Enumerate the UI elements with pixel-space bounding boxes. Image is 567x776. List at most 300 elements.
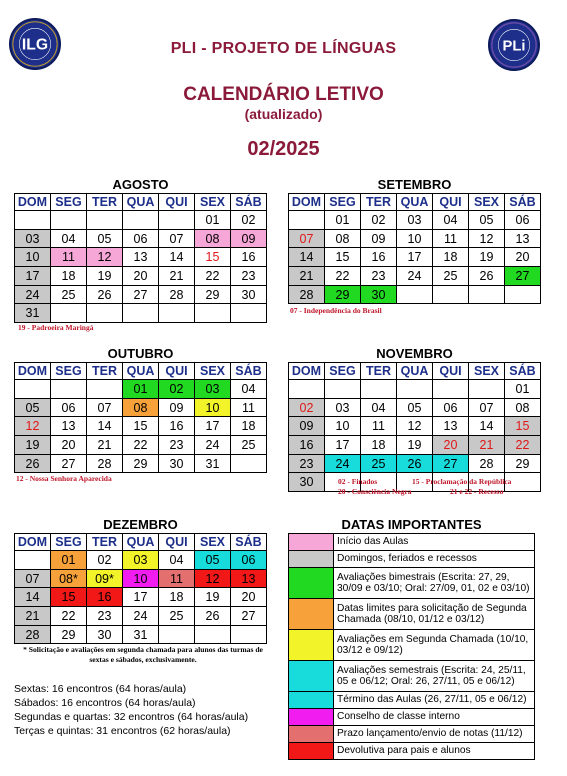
day-cell: 22 (505, 436, 541, 455)
day-cell: 20 (433, 436, 469, 455)
important-dates (288, 517, 535, 760)
day-cell: 26 (15, 454, 51, 473)
day-cell: 25 (361, 454, 397, 473)
day-cell (361, 380, 397, 399)
day-cell: 28 (159, 285, 195, 304)
month-name: SETEMBRO (377, 177, 452, 192)
day-cell: 11 (361, 417, 397, 436)
day-cell: 12 (87, 248, 123, 267)
legend-item (289, 534, 535, 551)
note-novembro-1: 02 - Finados (338, 477, 378, 486)
legend-swatch (289, 709, 334, 726)
legend-swatch (289, 661, 334, 692)
day-cell: 24 (123, 607, 159, 626)
note-novembro-4: 21 e 22 - Recesso (450, 487, 504, 496)
day-cell: 21 (15, 607, 51, 626)
week-row (15, 551, 267, 570)
day-cell: 21 (87, 436, 123, 455)
day-cell: 30 (361, 285, 397, 304)
day-cell: 10 (15, 248, 51, 267)
day-cell: 21 (159, 267, 195, 286)
day-cell: 18 (159, 588, 195, 607)
day-cell (51, 380, 87, 399)
day-cell (325, 380, 361, 399)
week-row (289, 436, 541, 455)
day-cell: 06 (505, 211, 541, 230)
day-cell: 14 (15, 588, 51, 607)
note-agosto: 19 - Padroeira Maringá (18, 323, 94, 332)
day-cell: 24 (15, 285, 51, 304)
legend-item (289, 599, 535, 630)
day-cell: 09* (87, 569, 123, 588)
day-cell: 13 (51, 417, 87, 436)
empty-cell (231, 454, 267, 473)
week-row (15, 304, 267, 323)
day-cell: 10 (195, 398, 231, 417)
day-cell: 08 (325, 229, 361, 248)
day-cell: 18 (433, 248, 469, 267)
note-novembro-3: 20 - Consciência Negra (338, 487, 412, 496)
weekday-header: SÁB (505, 363, 541, 380)
week-row (289, 398, 541, 417)
day-cell: 05 (195, 551, 231, 570)
day-cell: 24 (195, 436, 231, 455)
calendar-table (288, 193, 541, 304)
day-cell: 17 (325, 436, 361, 455)
weekday-header: SEG (325, 363, 361, 380)
day-cell: 07 (469, 398, 505, 417)
day-cell: 07 (289, 229, 325, 248)
day-cell: 26 (195, 607, 231, 626)
day-cell: 18 (51, 267, 87, 286)
day-cell: 16 (361, 248, 397, 267)
empty-cell (159, 625, 195, 644)
day-cell: 15 (325, 248, 361, 267)
empty-cell (397, 285, 433, 304)
page-title: PLI - PROJETO DE LÍNGUAS (170, 40, 397, 57)
day-cell: 19 (15, 436, 51, 455)
day-cell: 12 (15, 417, 51, 436)
day-cell: 27 (123, 285, 159, 304)
legend-item (289, 630, 535, 661)
calendar-table (14, 533, 267, 644)
empty-cell (231, 304, 267, 323)
day-cell: 25 (433, 267, 469, 286)
day-cell: 29 (123, 454, 159, 473)
week-row (15, 417, 267, 436)
day-cell: 27 (231, 607, 267, 626)
day-cell: 06 (231, 551, 267, 570)
legend-swatch (289, 743, 334, 760)
month-agosto (14, 177, 267, 323)
week-row (289, 454, 541, 473)
day-cell: 08 (195, 229, 231, 248)
legend-swatch (289, 551, 334, 568)
day-cell: 24 (397, 267, 433, 286)
day-cell: 03 (123, 551, 159, 570)
weekday-header: SEG (51, 194, 87, 211)
day-cell: 10 (325, 417, 361, 436)
empty-cell (469, 285, 505, 304)
day-cell: 09 (231, 229, 267, 248)
weekday-header: SEG (51, 534, 87, 551)
legend-item (289, 661, 535, 692)
day-cell: 14 (289, 248, 325, 267)
day-cell: 05 (397, 398, 433, 417)
day-cell (15, 551, 51, 570)
empty-cell (123, 304, 159, 323)
day-cell: 14 (469, 417, 505, 436)
day-cell: 15 (123, 417, 159, 436)
weekday-header: SEX (195, 194, 231, 211)
week-row (15, 625, 267, 644)
day-cell: 23 (361, 267, 397, 286)
day-cell: 20 (505, 248, 541, 267)
note-setembro: 07 - Independência do Brasil (290, 306, 382, 315)
day-cell: 06 (51, 398, 87, 417)
week-row (15, 436, 267, 455)
day-cell: 11 (159, 569, 195, 588)
day-cell (289, 380, 325, 399)
day-cell (15, 211, 51, 230)
important-dates-title: DATAS IMPORTANTES (341, 517, 482, 532)
legend-item (289, 709, 535, 726)
month-dezembro (14, 517, 267, 644)
calendar-table (14, 193, 267, 323)
day-cell: 20 (51, 436, 87, 455)
week-row (289, 248, 541, 267)
day-cell: 05 (469, 211, 505, 230)
week-row (289, 417, 541, 436)
day-cell: 25 (51, 285, 87, 304)
weekday-header: QUI (159, 534, 195, 551)
legend-text: Datas limites para solicitação de Segunda Chamada (08/10, 01/12 e 03/12) (334, 599, 535, 630)
day-cell: 25 (159, 607, 195, 626)
day-cell: 15 (505, 417, 541, 436)
empty-cell (195, 625, 231, 644)
weekday-header: DOM (289, 363, 325, 380)
day-cell: 05 (15, 398, 51, 417)
day-cell: 30 (159, 454, 195, 473)
empty-cell (51, 304, 87, 323)
empty-cell (231, 625, 267, 644)
day-cell: 12 (469, 229, 505, 248)
day-cell: 17 (397, 248, 433, 267)
week-row (289, 211, 541, 230)
day-cell: 13 (433, 417, 469, 436)
week-row (15, 380, 267, 399)
day-cell: 24 (325, 454, 361, 473)
month-name: AGOSTO (112, 177, 169, 192)
day-cell: 01 (123, 380, 159, 399)
day-cell: 25 (231, 436, 267, 455)
day-cell: 20 (231, 588, 267, 607)
legend-item (289, 726, 535, 743)
week-row (15, 398, 267, 417)
day-cell: 08* (51, 569, 87, 588)
day-cell: 11 (51, 248, 87, 267)
weekday-header: SEG (51, 363, 87, 380)
day-cell: 30 (231, 285, 267, 304)
day-cell: 29 (325, 285, 361, 304)
legend-item (289, 568, 535, 599)
week-row (15, 229, 267, 248)
day-cell: 22 (325, 267, 361, 286)
day-cell: 14 (87, 417, 123, 436)
day-cell: 08 (123, 398, 159, 417)
day-cell: 11 (433, 229, 469, 248)
weekday-header: TER (87, 194, 123, 211)
day-cell: 01 (505, 380, 541, 399)
day-cell: 05 (87, 229, 123, 248)
day-cell: 19 (469, 248, 505, 267)
weekday-header: SEX (195, 363, 231, 380)
day-cell: 02 (159, 380, 195, 399)
week-row (289, 380, 541, 399)
weekday-header: DOM (289, 194, 325, 211)
day-cell: 22 (51, 607, 87, 626)
encontros-seg-qua: Segundas e quartas: 32 encontros (64 horas/aula) (14, 711, 249, 723)
day-cell: 16 (289, 436, 325, 455)
day-cell: 23 (159, 436, 195, 455)
day-cell: 02 (289, 398, 325, 417)
legend-swatch (289, 599, 334, 630)
weekday-header: QUI (159, 363, 195, 380)
calendar-title: CALENDÁRIO LETIVO (183, 84, 384, 105)
month-setembro (288, 177, 541, 304)
day-cell: 07 (159, 229, 195, 248)
weekday-header: TER (361, 194, 397, 211)
weekday-header: QUA (123, 534, 159, 551)
empty-cell (87, 304, 123, 323)
weekday-header: TER (87, 363, 123, 380)
day-cell: 02 (231, 211, 267, 230)
legend-swatch (289, 692, 334, 709)
week-row (15, 285, 267, 304)
encontros-sabados: Sábados: 16 encontros (64 horas/aula) (14, 697, 196, 709)
weekday-header: SEX (469, 194, 505, 211)
weekday-header: SÁB (231, 194, 267, 211)
day-cell: 20 (123, 267, 159, 286)
weekday-header: QUA (123, 194, 159, 211)
day-cell: 28 (87, 454, 123, 473)
month-name: NOVEMBRO (376, 346, 453, 361)
encontros-ter-qui: Terças e quintas: 31 encontros (62 horas/aula) (14, 725, 231, 737)
day-cell: 23 (289, 454, 325, 473)
legend-swatch (289, 630, 334, 661)
ilg-logo-text: ILG (21, 36, 49, 54)
day-cell: 23 (87, 607, 123, 626)
weekday-header: QUA (123, 363, 159, 380)
day-cell: 02 (87, 551, 123, 570)
weekday-header: QUA (397, 363, 433, 380)
weekday-header: QUA (397, 194, 433, 211)
legend-text: Devolutiva para pais e alunos (334, 743, 535, 760)
day-cell: 27 (505, 267, 541, 286)
day-cell: 03 (195, 380, 231, 399)
day-cell: 06 (123, 229, 159, 248)
day-cell: 04 (361, 398, 397, 417)
weekday-header: SÁB (231, 534, 267, 551)
legend-item (289, 743, 535, 760)
week-row (15, 588, 267, 607)
day-cell: 01 (51, 551, 87, 570)
weekday-header: TER (87, 534, 123, 551)
legend-item (289, 692, 535, 709)
weekday-header: DOM (15, 534, 51, 551)
day-cell: 03 (15, 229, 51, 248)
semester-label: 02/2025 (247, 138, 320, 160)
day-cell: 21 (289, 267, 325, 286)
day-cell: 27 (51, 454, 87, 473)
day-cell: 30 (289, 473, 325, 492)
updated-label: (atualizado) (244, 106, 323, 122)
day-cell: 04 (159, 551, 195, 570)
day-cell: 26 (87, 285, 123, 304)
encontros-sextas: Sextas: 16 encontros (64 horas/aula) (14, 683, 187, 695)
day-cell: 03 (397, 211, 433, 230)
note-novembro-2: 15 - Proclamação da República (412, 477, 512, 486)
day-cell: 09 (289, 417, 325, 436)
day-cell: 16 (159, 417, 195, 436)
day-cell: 13 (123, 248, 159, 267)
week-row (15, 248, 267, 267)
day-cell (397, 380, 433, 399)
legend-text: Avaliações bimestrais (Escrita: 27, 29, 30/09 e 03/10; Oral: 27/09, 01, 02 e 03/10) (334, 568, 535, 599)
legend-text: Prazo lançamento/envio de notas (11/12) (334, 726, 535, 743)
note-outubro: 12 - Nossa Senhora Aparecida (16, 474, 112, 483)
month-name: DEZEMBRO (103, 517, 178, 532)
day-cell: 01 (325, 211, 361, 230)
legend-text: Início das Aulas (334, 534, 535, 551)
week-row (289, 229, 541, 248)
calendar-table (288, 362, 541, 492)
weekday-header: DOM (15, 194, 51, 211)
month-name: OUTUBRO (107, 346, 174, 361)
legend-text: Domingos, feriados e recessos (334, 551, 535, 568)
day-cell: 17 (15, 267, 51, 286)
legend-text: Avaliações semestrais (Escrita: 24, 25/11, 05 e 06/12; Oral: 26, 27/11, 05 e 06/12) (334, 661, 535, 692)
day-cell: 18 (231, 417, 267, 436)
week-row (15, 454, 267, 473)
empty-cell (433, 285, 469, 304)
day-cell: 26 (397, 454, 433, 473)
weekday-header: SEX (195, 534, 231, 551)
day-cell: 21 (469, 436, 505, 455)
week-row (15, 211, 267, 230)
day-cell: 16 (87, 588, 123, 607)
day-cell: 09 (159, 398, 195, 417)
day-cell: 31 (195, 454, 231, 473)
day-cell: 07 (87, 398, 123, 417)
day-cell: 12 (195, 569, 231, 588)
weekday-header: DOM (15, 363, 51, 380)
day-cell: 23 (231, 267, 267, 286)
weekday-header: SEX (469, 363, 505, 380)
weekday-header: QUI (433, 194, 469, 211)
week-row (289, 267, 541, 286)
legend-swatch (289, 568, 334, 599)
week-row (15, 267, 267, 286)
day-cell: 04 (51, 229, 87, 248)
week-row (15, 607, 267, 626)
day-cell: 29 (195, 285, 231, 304)
day-cell: 19 (397, 436, 433, 455)
day-cell: 18 (361, 436, 397, 455)
day-cell (123, 211, 159, 230)
day-cell: 08 (505, 398, 541, 417)
month-novembro (288, 346, 541, 492)
day-cell (15, 380, 51, 399)
legend-swatch (289, 726, 334, 743)
day-cell: 30 (87, 625, 123, 644)
empty-cell (505, 285, 541, 304)
day-cell: 10 (397, 229, 433, 248)
day-cell (289, 211, 325, 230)
day-cell: 16 (231, 248, 267, 267)
day-cell: 06 (433, 398, 469, 417)
empty-cell (195, 304, 231, 323)
day-cell: 22 (195, 267, 231, 286)
day-cell: 17 (195, 417, 231, 436)
day-cell: 19 (87, 267, 123, 286)
day-cell: 17 (123, 588, 159, 607)
day-cell: 12 (397, 417, 433, 436)
day-cell: 15 (195, 248, 231, 267)
weekday-header: SÁB (505, 194, 541, 211)
day-cell: 10 (123, 569, 159, 588)
weekday-header: SEG (325, 194, 361, 211)
day-cell: 28 (289, 285, 325, 304)
day-cell: 31 (15, 304, 51, 323)
day-cell: 03 (325, 398, 361, 417)
weekday-header: SÁB (231, 363, 267, 380)
day-cell: 13 (505, 229, 541, 248)
calendar-table (14, 362, 267, 473)
day-cell: 11 (231, 398, 267, 417)
legend-swatch (289, 534, 334, 551)
day-cell: 28 (15, 625, 51, 644)
day-cell (87, 211, 123, 230)
note-dezembro: * Solicitação e avaliações em segunda chamada para alunos das turmas de sextas e sábados, exclusivamente. (23, 645, 263, 664)
day-cell: 13 (231, 569, 267, 588)
day-cell (469, 380, 505, 399)
weekday-header: QUI (159, 194, 195, 211)
day-cell: 04 (433, 211, 469, 230)
day-cell (51, 211, 87, 230)
day-cell: 22 (123, 436, 159, 455)
day-cell (87, 380, 123, 399)
day-cell (433, 380, 469, 399)
day-cell: 27 (433, 454, 469, 473)
legend-item (289, 551, 535, 568)
day-cell: 14 (159, 248, 195, 267)
weekday-header: TER (361, 363, 397, 380)
weekday-header: QUI (433, 363, 469, 380)
day-cell (159, 211, 195, 230)
legend-text: Avaliações em Segunda Chamada (10/10, 03/12 e 09/12) (334, 630, 535, 661)
legend-table (288, 533, 535, 760)
day-cell: 26 (469, 267, 505, 286)
day-cell: 28 (469, 454, 505, 473)
day-cell: 02 (361, 211, 397, 230)
week-row (15, 569, 267, 588)
day-cell: 01 (195, 211, 231, 230)
day-cell: 29 (505, 454, 541, 473)
empty-cell (159, 304, 195, 323)
week-row (289, 285, 541, 304)
day-cell: 07 (15, 569, 51, 588)
